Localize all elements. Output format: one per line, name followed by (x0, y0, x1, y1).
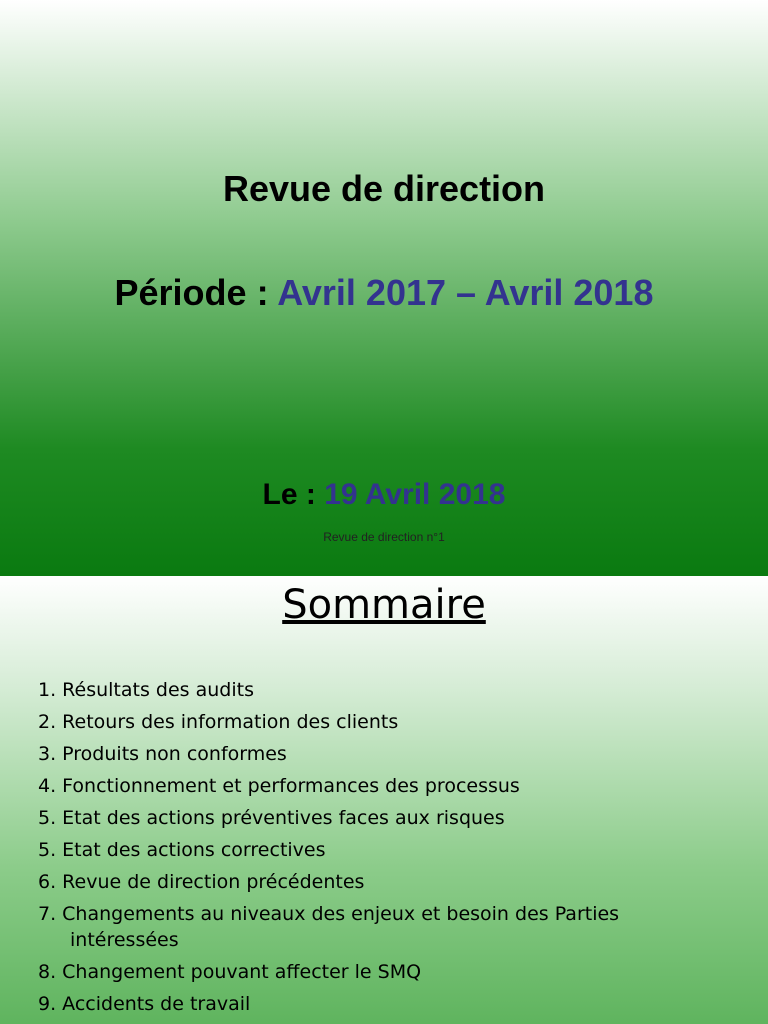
period-value: Avril 2017 – Avril 2018 (277, 272, 654, 313)
list-item (38, 898, 758, 956)
list-item: 4. Fonctionnement et performances des processus (38, 775, 520, 797)
list-item-text: 7. Changements au niveaux des enjeux et besoin des Parties (38, 903, 620, 925)
list-item: 6. Revue de direction précédentes (38, 871, 365, 893)
list-item: 5. Etat des actions préventives faces aux risques (38, 807, 505, 829)
list-item: 8. Changement pouvant affecter le SMQ (38, 961, 422, 983)
slide-footer: Revue de direction n°1 (323, 530, 445, 544)
summary-heading: Sommaire (282, 582, 486, 628)
list-item: 2. Retours des information des clients (38, 711, 399, 733)
list-item: 3. Produits non conformes (38, 743, 287, 765)
list-item: 5. Etat des actions correctives (38, 839, 326, 861)
list-item: 1. Résultats des audits (38, 679, 254, 701)
summary-slide (0, 576, 768, 1024)
period-label: Période : (114, 272, 278, 313)
date-value: 19 Avril 2018 (324, 478, 506, 511)
period-line (0, 272, 768, 314)
list-item-continuation: intéressées (70, 929, 179, 951)
date-label: Le : (262, 478, 325, 511)
summary-list (38, 674, 758, 1020)
list-item: 9. Accidents de travail (38, 993, 251, 1015)
date-line (0, 478, 768, 512)
slide-title: Revue de direction (222, 168, 546, 209)
